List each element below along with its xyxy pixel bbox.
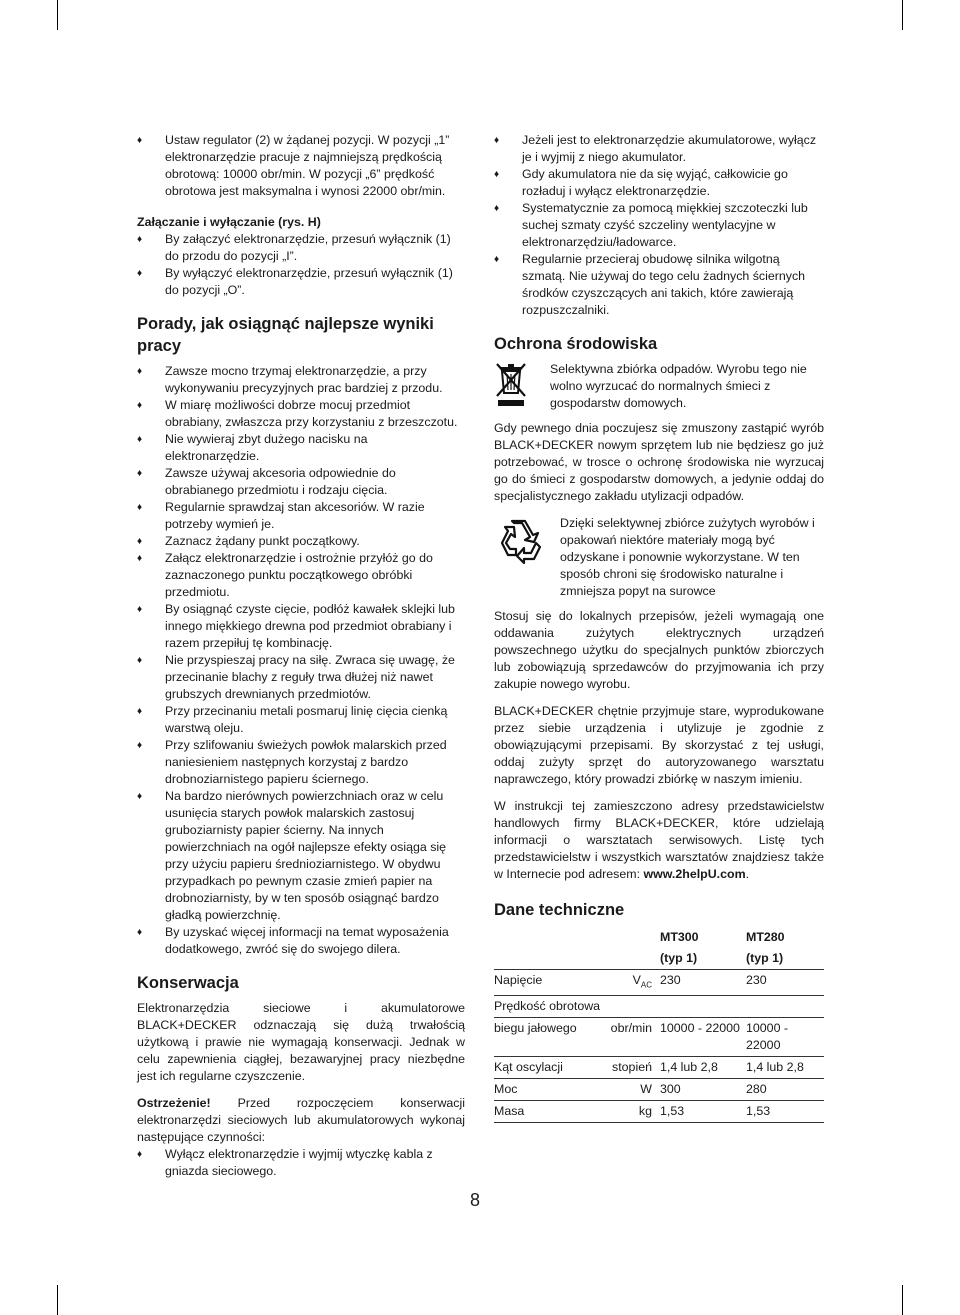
crop-mark-bottom-right <box>902 1285 903 1315</box>
crop-mark-bottom-left <box>57 1285 58 1315</box>
list-item: ♦ Zawsze używaj akcesoria odpowiednie do obrabianego przedmiotu i rodzaju cięcia. <box>137 465 465 499</box>
environment-paragraph-2: Stosuj się do lokalnych przepisów, jeżeli wymagają one oddawania zużytych elektrycznych urządzeń powszechnego użytku do specjalnych punktów zbiorczych lub zobowiązują sprzedawców do przyjmowania ich przy zakupie nowego wyrobu. <box>494 609 824 691</box>
model-2-value: 280 <box>746 1079 824 1101</box>
maintenance-list <box>494 132 824 319</box>
list-item: ♦ Nie wywieraj zbyt dużego nacisku na elektronarzędzie. <box>137 431 465 465</box>
left-column <box>137 132 465 1180</box>
environment-paragraph-3: BLACK+DECKER chętnie przyjmuje stare, wyprodukowane przez siebie urządzenia i utylizuje je zgodnie z obowiązującymi przepisami. By skorzystać z tej usługi, oddaj zużyty sprzęt do autoryzowanego warsztatu naprawczego, który prowadzi zbiórkę w naszym imieniu. <box>494 704 824 786</box>
environment-text: W instrukcji tej zamieszczono adresy przedstawicielstw handlowych firmy BLACK+DECKER, które udzielają informacji o warsztatach serwisowych. Listę tych przedstawicielstw i wszystkich warsztatów znajdziesz także w Internecie pod adresem: <box>494 799 824 881</box>
list-item: ♦ By osiągnąć czyste cięcie, podłóż kawałek sklejki lub innego miękkiego drewna pod przedmiot obrabiany i razem przepiłuj tę kombinację. <box>137 601 465 652</box>
row-unit: stopień <box>594 1057 660 1079</box>
row-unit: W <box>594 1079 660 1101</box>
page-number: 8 <box>470 1190 481 1210</box>
unit-subscript: AC <box>640 980 652 990</box>
model-2-value: 230 <box>746 970 824 996</box>
list-item: ♦ Wyłącz elektronarzędzie i wyjmij wtyczkę kabla z gniazda sieciowego. <box>137 1146 465 1180</box>
table-row <box>494 1018 824 1057</box>
warning-label: Ostrzeżenie! <box>137 1096 211 1110</box>
list-item: ♦ Przy szlifowaniu świeżych powłok malarskich przed naniesieniem następnych korzystaj z bardzo drobnoziarnistego papieru ściernego. <box>137 737 465 788</box>
list-item: ♦ Regularnie przecieraj obudowę silnika wilgotną szmatą. Nie używaj do tego celu żadnych ściernych środków czyszczących ani takich, które zawierają rozpuszczalniki. <box>494 251 824 319</box>
environment-heading: Ochrona środowiska <box>494 335 658 353</box>
model-1-value: 1,4 lub 2,8 <box>660 1057 746 1079</box>
list-item: ♦ Załącz elektronarzędzie i ostrożnie przyłóż go do zaznaczonego punktu początkowego obróbki przedmiotu. <box>137 550 465 601</box>
table-header-row <box>494 927 824 948</box>
maintenance-heading: Konserwacja <box>137 974 239 992</box>
weee-text: Selektywna zbiórka odpadów. Wyrobu tego nie wolno wyrzucać do normalnych śmieci z gospodarstw domowych. <box>550 362 807 410</box>
list-item: ♦ By załączyć elektronarzędzie, przesuń wyłącznik (1) do przodu do pozycji „I”. <box>137 231 465 265</box>
model-2-value: 10000 - 22000 <box>746 1018 824 1057</box>
crop-mark-top-right <box>902 0 903 30</box>
maintenance-text: Elektronarzędzia sieciowe i akumulatorowe BLACK+DECKER odznaczają się dużą trwałością użytkową i prawie nie wymagają konserwacji. Jednak w celu zapewnienia ciągłej, bezawaryjnej pracy niezbędne jest ich regularne czyszczenie. <box>137 1001 465 1083</box>
model-1-name: MT300 <box>660 930 699 944</box>
model-2-value: 1,4 lub 2,8 <box>746 1057 824 1079</box>
list-item: ♦ Systematycznie za pomocą miękkiej szczoteczki lub suchej szmaty czyść szczeliny wentylacyjne w elektronarzędziu/ładowarce. <box>494 200 824 251</box>
model-1-type: (typ 1) <box>660 948 746 970</box>
warning-text: Przed rozpoczęciem konserwacji elektronarzędzi sieciowych lub akumulatorowych wykonaj następujące czynności: <box>137 1096 465 1144</box>
switch-list <box>137 231 465 299</box>
sentence-end: . <box>745 867 750 881</box>
tips-heading: Porady, jak osiągnąć najlepsze wyniki pracy <box>137 315 434 355</box>
model-1-value: 300 <box>660 1079 746 1101</box>
list-item: ♦ Zaznacz żądany punkt początkowy. <box>137 533 465 550</box>
technical-data-heading: Dane techniczne <box>494 901 625 919</box>
model-2-value: 1,53 <box>746 1101 824 1123</box>
row-unit: obr/min <box>594 1018 660 1057</box>
table-row <box>494 1101 824 1123</box>
recycle-block <box>494 515 824 600</box>
list-item: ♦ Zawsze mocno trzymaj elektronarzędzie, a przy wykonywaniu precyzyjnych prac bardziej z przodu. <box>137 363 465 397</box>
model-1-value: 10000 - 22000 <box>660 1018 746 1057</box>
service-url-link[interactable]: www.2helpU.com <box>643 867 746 881</box>
model-2-name: MT280 <box>746 930 785 944</box>
row-label: Prędkość obrotowa <box>494 996 660 1018</box>
list-item: ♦ Regularnie sprawdzaj stan akcesoriów. W razie potrzeby wymień je. <box>137 499 465 533</box>
tips-list <box>137 363 465 958</box>
table-row <box>494 970 824 996</box>
crop-mark-top-left <box>57 0 58 30</box>
row-label: Masa <box>494 1101 594 1123</box>
warning-paragraph <box>137 1095 465 1146</box>
crossed-bin-icon <box>494 361 540 412</box>
weee-block <box>494 361 824 412</box>
table-row <box>494 996 824 1018</box>
model-1-value <box>660 996 746 1018</box>
list-item: ♦ Jeżeli jest to elektronarzędzie akumulatorowe, wyłącz je i wyjmij z niego akumulator. <box>494 132 824 166</box>
row-unit <box>594 970 660 996</box>
intro-list <box>137 132 465 200</box>
specifications-table <box>494 927 824 1123</box>
model-2-type: (typ 1) <box>746 948 824 970</box>
list-item: ♦ Ustaw regulator (2) w żądanej pozycji. W pozycji „1” elektronarzędzie pracuje z najmniejszą prędkością obrotową: 10000 obr/min. W pozycji „6” prędkość obrotowa jest maksymalna i wynosi 22000 obr/min. <box>137 132 465 200</box>
list-item: ♦ Gdy akumulatora nie da się wyjąć, całkowicie go rozładuj i wyłącz elektronarzędzie. <box>494 166 824 200</box>
model-1-value: 230 <box>660 970 746 996</box>
right-column <box>494 132 824 1123</box>
list-item: ♦ By uzyskać więcej informacji na temat wyposażenia dodatkowego, zwróć się do swojego dilera. <box>137 924 465 958</box>
warning-list <box>137 1146 465 1180</box>
environment-paragraph-4 <box>494 798 824 883</box>
model-2-value <box>746 996 824 1018</box>
environment-paragraph-1: Gdy pewnego dnia poczujesz się zmuszony zastąpić wyrób BLACK+DECKER nowym sprzętem lub nie będziesz go już potrzebować, w trosce o ochronę środowiska nie wyrzucaj go do śmieci z gospodarstw domowych, a jedynie oddaj do specjalistycznego zakładu utylizacji odpadów. <box>494 421 824 503</box>
table-row <box>494 1079 824 1101</box>
row-unit: kg <box>594 1101 660 1123</box>
recycle-icon <box>494 515 550 570</box>
list-item: ♦ W miarę możliwości dobrze mocuj przedmiot obrabiany, zwłaszcza przy korzystaniu z brzeszczotu. <box>137 397 465 431</box>
row-label: biegu jałowego <box>494 1018 594 1057</box>
list-item: ♦ Na bardzo nierównych powierzchniach oraz w celu usunięcia starych powłok malarskich zastosuj gruboziarnisty papier ścierny. Na innych powierzchniach na ogół najlepsze efekty osiąga się przy użyciu papieru średnioziarnistego. W obydwu przypadkach po pewnym czasie zmień papier na drobnoziarnisty, by w ten sposób osiągnąć bardzo gładką powierzchnię. <box>137 788 465 924</box>
list-item: ♦ By wyłączyć elektronarzędzie, przesuń wyłącznik (1) do pozycji „O”. <box>137 265 465 299</box>
unit-text: V <box>632 973 641 987</box>
table-row <box>494 1057 824 1079</box>
recycle-text: Dzięki selektywnej zbiórce zużytych wyrobów i opakowań niektóre materiały mogą być odzyskane i ponownie wykorzystane. W ten sposób chroni się środowisko naturalne i zmniejsza popyt na surowce <box>560 516 815 598</box>
row-label: Napięcie <box>494 970 594 996</box>
list-item: ♦ Nie przyspieszaj pracy na siłę. Zwraca się uwagę, że przecinanie blachy z reguły trwa dłużej niż nawet grubszych drewnianych przedmiotów. <box>137 652 465 703</box>
model-1-value: 1,53 <box>660 1101 746 1123</box>
list-item: ♦ Przy przecinaniu metali posmaruj linię cięcia cienką warstwą oleju. <box>137 703 465 737</box>
row-label: Moc <box>494 1079 594 1101</box>
table-header-row <box>494 948 824 970</box>
row-label: Kąt oscylacji <box>494 1057 594 1079</box>
switch-heading: Załączanie i wyłączanie (rys. H) <box>137 215 321 229</box>
